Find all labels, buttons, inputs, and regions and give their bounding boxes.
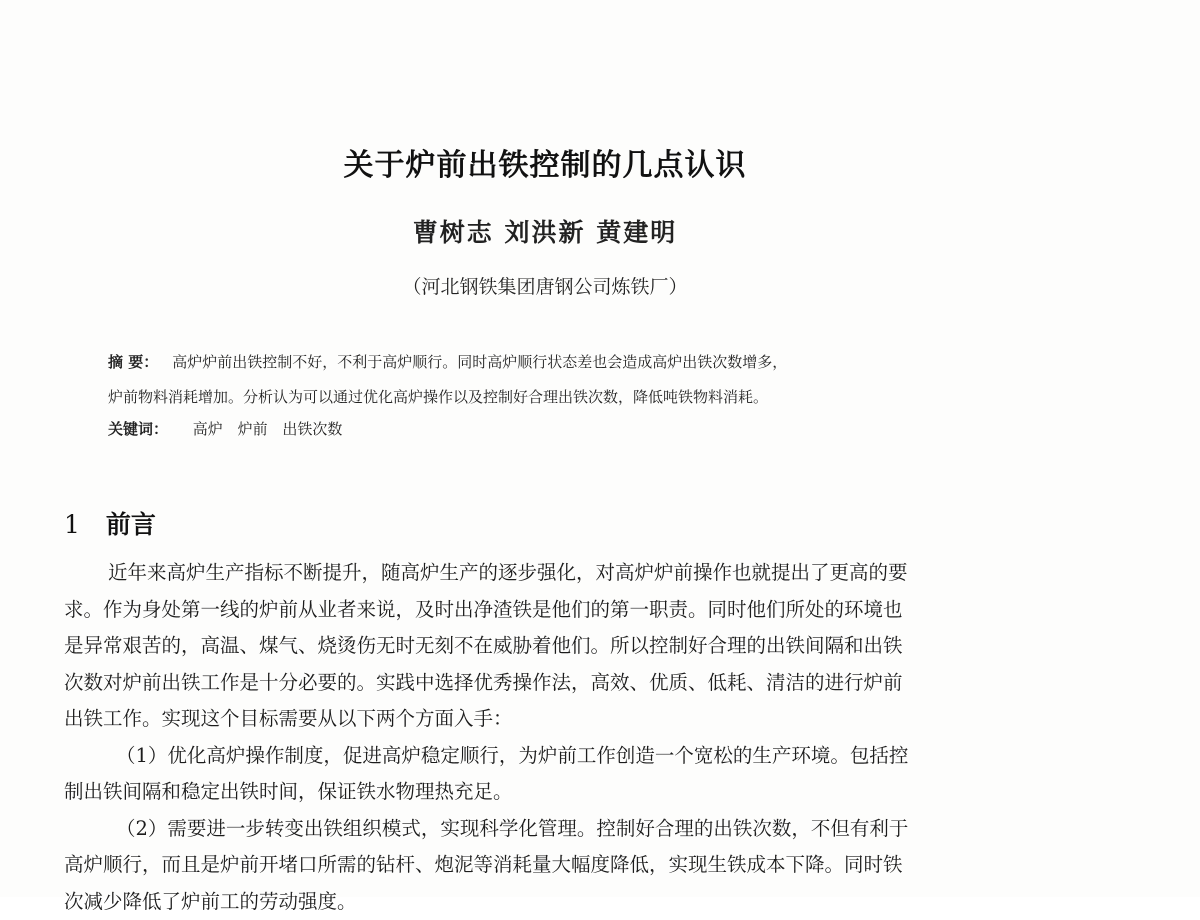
- body-line: 高炉顺行，而且是炉前开堵口所需的钻杆、炮泥等消耗量大幅度降低，实现生铁成本下降。同时铁: [64, 847, 1024, 884]
- abstract-label: 摘 要：: [108, 353, 158, 371]
- section-heading: [64, 505, 156, 541]
- body-line: 制出铁间隔和稳定出铁时间，保证铁水物理热充足。: [64, 774, 1024, 811]
- section-body: [64, 555, 1024, 920]
- section-title: 前言: [106, 510, 156, 539]
- abstract-line-1: [108, 345, 988, 380]
- keyword-item: 炉前: [238, 420, 268, 438]
- keyword-item: 出铁次数: [282, 420, 342, 438]
- paper-authors: 曹树志 刘洪新 黄建明: [0, 213, 1090, 249]
- paper-affiliation: （河北钢铁集团唐钢公司炼铁厂）: [0, 272, 1090, 299]
- body-line: （2）需要进一步转变出铁组织模式，实现科学化管理。控制好合理的出铁次数，不但有利于: [64, 811, 1024, 848]
- body-line: 次数对炉前出铁工作是十分必要的。实践中选择优秀操作法，高效、优质、低耗、清洁的进行炉前: [64, 665, 1024, 702]
- keywords: [108, 418, 352, 439]
- body-line: （1）优化高炉操作制度，促进高炉稳定顺行，为炉前工作创造一个宽松的生产环境。包括控: [64, 738, 1024, 775]
- keywords-label: 关键词：: [108, 420, 168, 438]
- section-number: 1: [64, 510, 80, 539]
- body-line: 求。作为身处第一线的炉前从业者来说，及时出净渣铁是他们的第一职责。同时他们所处的环境也: [64, 592, 1024, 629]
- keyword-item: 高炉: [193, 420, 223, 438]
- body-line: 是异常艰苦的，高温、煤气、烧烫伤无时无刻不在威胁着他们。所以控制好合理的出铁间隔和出铁: [64, 628, 1024, 665]
- paper-title: 关于炉前出铁控制的几点认识: [0, 140, 1090, 184]
- abstract-text-2: 炉前物料消耗增加。分析认为可以通过优化高炉操作以及控制好合理出铁次数，降低吨铁物料消耗。: [108, 380, 988, 415]
- body-line: 次减少降低了炉前工的劳动强度。: [64, 884, 1024, 920]
- abstract-text-1: 高炉炉前出铁控制不好，不利于高炉顺行。同时高炉顺行状态差也会造成高炉出铁次数增多，: [172, 353, 787, 371]
- abstract: [108, 345, 988, 415]
- body-line: 出铁工作。实现这个目标需要从以下两个方面入手：: [64, 701, 1024, 738]
- body-line: 近年来高炉生产指标不断提升，随高炉生产的逐步强化，对高炉炉前操作也就提出了更高的要: [64, 555, 1024, 592]
